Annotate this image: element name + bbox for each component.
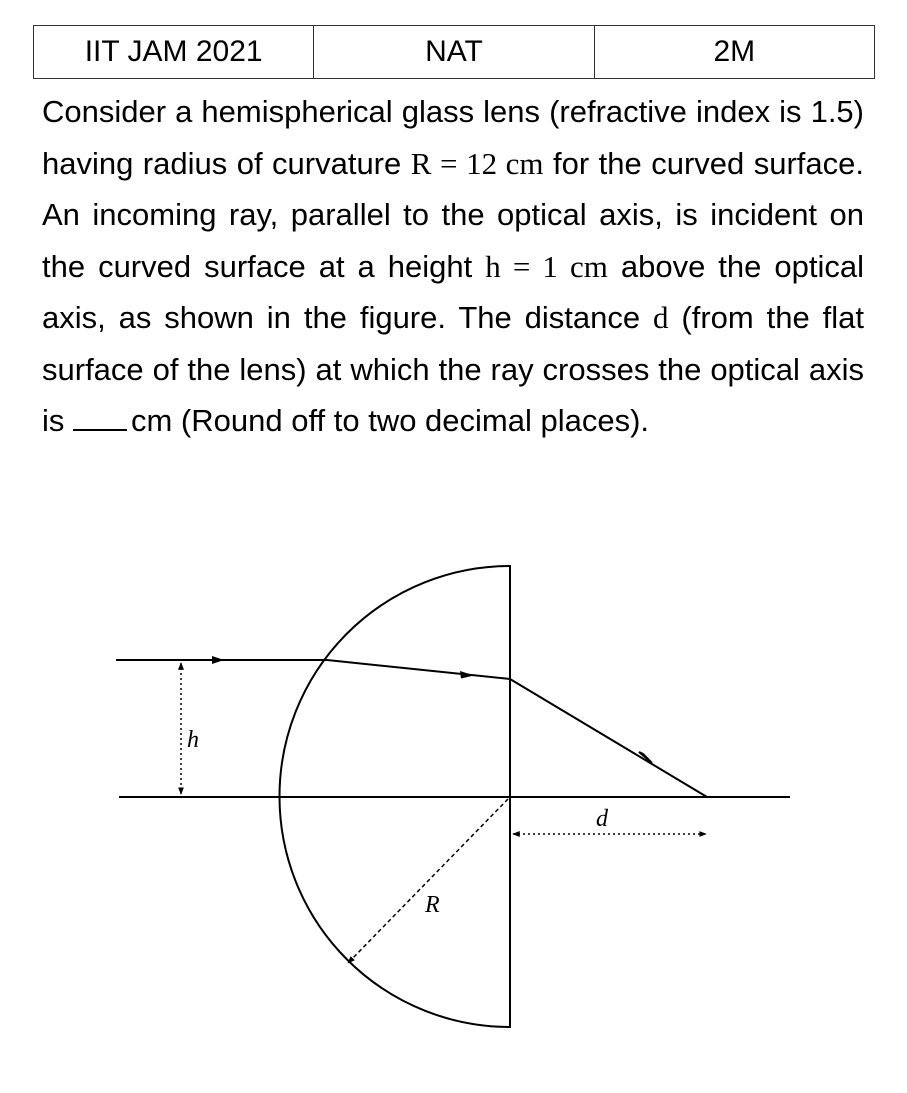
exam-cell: IIT JAM 2021 — [34, 26, 314, 79]
question-part-1: Consider a hemispherical glass lens (refractive index is 1.5) having radius of curvature — [42, 94, 864, 181]
radius-label: R — [425, 892, 440, 918]
question-part-5: cm (Round off to two decimal places). — [131, 403, 650, 438]
header-row — [34, 26, 875, 79]
header-table — [33, 25, 875, 79]
height-label: h — [187, 727, 199, 753]
question-type-cell: NAT — [314, 26, 594, 79]
question-text — [42, 86, 864, 447]
radius-dimension-line — [348, 799, 508, 963]
incident-ray-arrow-icon — [212, 656, 224, 664]
question-part-3: above the optical axis, as shown in the figure. The distance — [42, 248, 864, 335]
emerging-ray — [510, 679, 707, 797]
marks-cell: 2M — [594, 26, 874, 79]
question-part-4: (from the flat surface of the lens) at which the ray crosses the optical axis is — [42, 300, 864, 438]
lens-figure — [0, 540, 907, 1060]
refracted-ray-inside-lens — [327, 660, 510, 679]
answer-blank — [73, 405, 127, 431]
height-expression: h = 1 cm — [485, 248, 608, 284]
distance-symbol: d — [653, 300, 669, 335]
question-part-2: for the curved surface. An incoming ray, parallel to the optical axis, is incident on the curved surface at a height — [42, 145, 864, 284]
radius-expression: R = 12 cm — [410, 145, 544, 181]
distance-label: d — [596, 806, 608, 832]
